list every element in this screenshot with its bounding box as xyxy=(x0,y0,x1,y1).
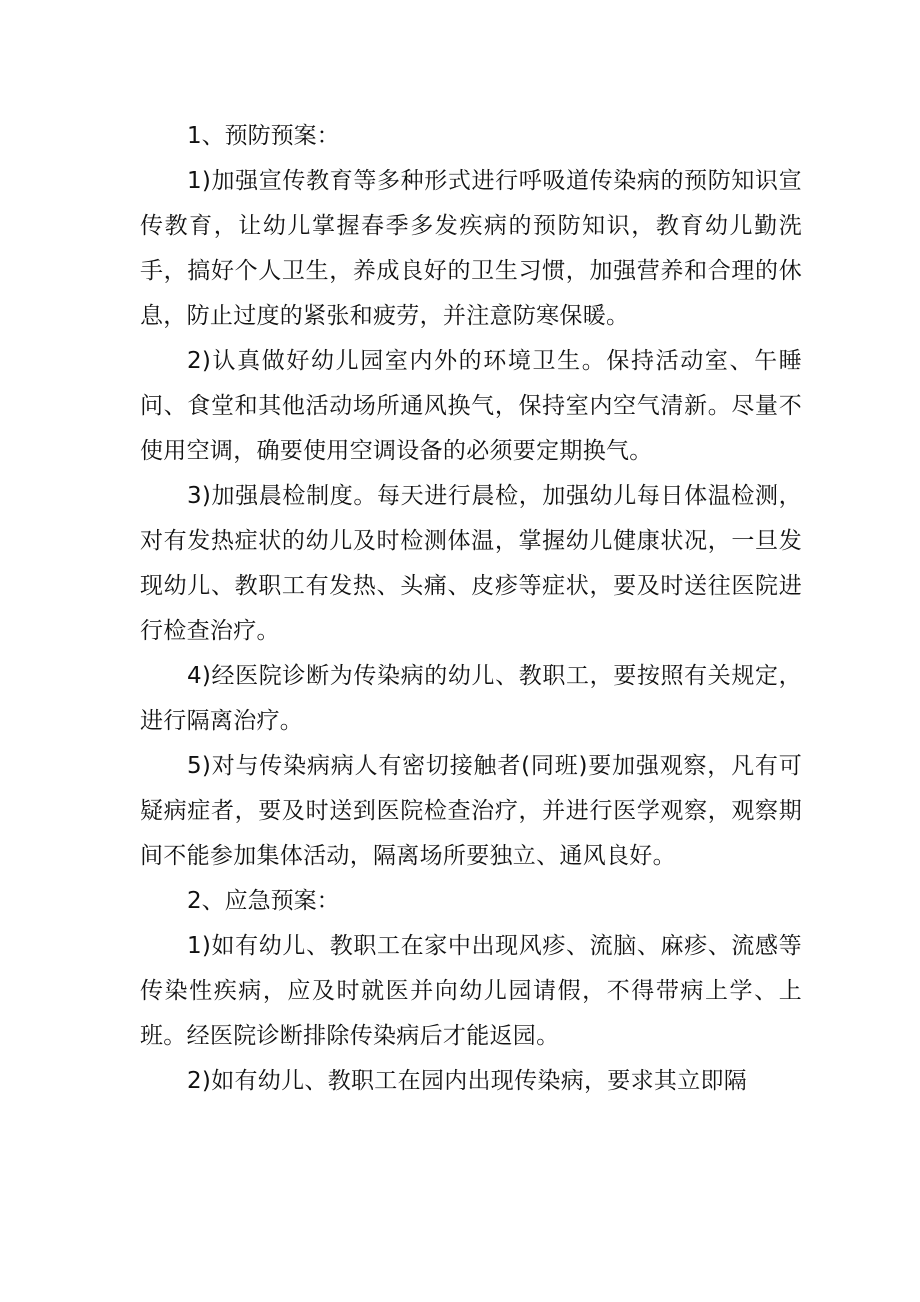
emergency-item-1: 1)如有幼儿、教职工在家中出现风疹、流脑、麻疹、流感等传染性疾病，应及时就医并向幼儿园请假，不得带病上学、上班。经医院诊断排除传染病后才能返园。 xyxy=(140,933,802,1049)
section-heading-emergency: 2、应急预案： xyxy=(187,888,340,914)
prevention-item-4: 4)经医院诊断为传染病的幼儿、教职工，要按照有关规定，进行隔离治疗。 xyxy=(140,663,802,734)
prevention-item-3: 3)加强晨检制度。每天进行晨检，加强幼儿每日体温检测，对有发热症状的幼儿及时检测体温，掌握幼儿健康状况，一旦发现幼儿、教职工有发热、头痛、皮疹等症状，要及时送往医院进行检查治疗。 xyxy=(140,483,802,644)
document-page xyxy=(140,114,802,1104)
emergency-item-2: 2)如有幼儿、教职工在园内出现传染病，要求其立即隔 xyxy=(187,1068,748,1094)
prevention-item-5: 5)对与传染病病人有密切接触者(同班)要加强观察，凡有可疑病症者，要及时送到医院检查治疗，并进行医学观察，观察期间不能参加集体活动，隔离场所要独立、通风良好。 xyxy=(140,753,802,869)
prevention-item-1: 1)加强宣传教育等多种形式进行呼吸道传染病的预防知识宣传教育，让幼儿掌握春季多发疾病的预防知识，教育幼儿勤洗手，搞好个人卫生，养成良好的卫生习惯，加强营养和合理的休息，防止过度的紧张和疲劳，并注意防寒保暖。 xyxy=(140,168,802,329)
section-heading-prevention: 1、预防预案： xyxy=(187,123,340,149)
prevention-item-2: 2)认真做好幼儿园室内外的环境卫生。保持活动室、午睡问、食堂和其他活动场所通风换气，保持室内空气清新。尽量不使用空调，确要使用空调设备的必须要定期换气。 xyxy=(140,348,802,464)
